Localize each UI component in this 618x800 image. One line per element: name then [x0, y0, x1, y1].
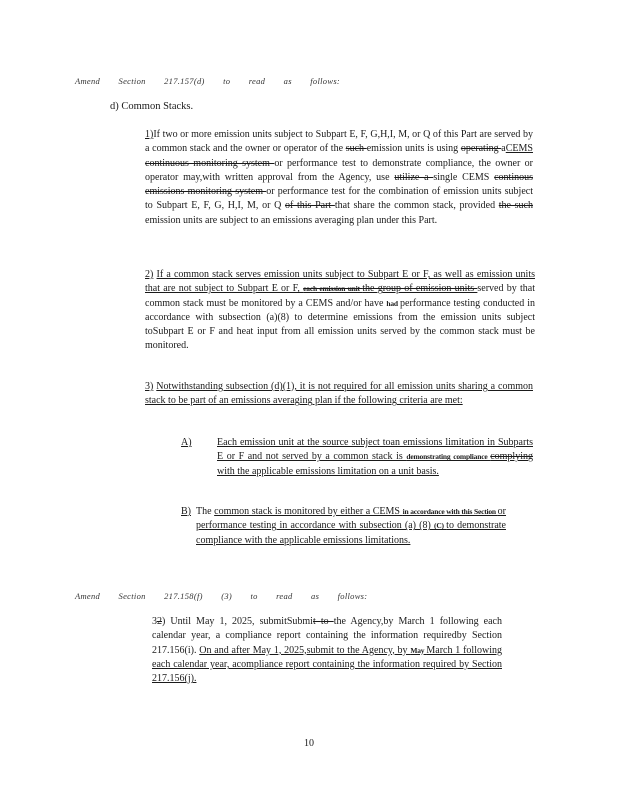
text-segment: emission units are subject to an emissions averaging plan under this Part. — [145, 214, 438, 226]
paragraph-4 — [152, 615, 502, 686]
to-word: to — [250, 591, 258, 601]
text-segment: On and after May 1, 2025,submit to the Agency, by — [199, 644, 411, 656]
text-segment: continous emissions monitoring system — [145, 171, 533, 198]
text-segment: continuous monitoring system — [145, 157, 275, 169]
text-segment: the Agency,by March 1 following each calendar year, a compliance report containing the information requiredby Section 217.156(i). — [152, 616, 502, 656]
paragraph-3 — [145, 380, 533, 409]
text-segment: to demonstrate compliance with the applicable emissions limitations. — [196, 520, 506, 546]
sub-b-segments — [196, 506, 506, 546]
text-segment: t — [312, 616, 321, 627]
read-word: read — [248, 76, 266, 86]
paragraph-1 — [145, 128, 533, 228]
text-segment: Until May 1, 2025, submit — [170, 616, 287, 627]
paragraph-2 — [145, 268, 535, 354]
follows-word: follows: — [337, 591, 368, 601]
item-number-old: 2 — [157, 616, 162, 627]
text-segment: The — [196, 506, 215, 517]
as-word: as — [283, 76, 292, 86]
subparagraph-b-text — [196, 505, 506, 548]
to-word: to — [223, 76, 231, 86]
text-segment: a — [501, 143, 506, 155]
item-number-new: 3 — [152, 616, 157, 627]
text-segment: emission units is using — [366, 143, 461, 155]
text-segment: March 1 following each calendar year, acompliance report containing the information required by Section 217.156(j). — [152, 644, 502, 685]
amend-word: Amend — [75, 76, 101, 86]
page-number: 10 — [304, 738, 314, 749]
text-segment: utilize a — [394, 171, 434, 183]
text-segment: or performance testing in accordance with subsection (a) (8) — [196, 506, 507, 532]
item-number — [152, 616, 165, 627]
text-segment: of this Part — [284, 200, 335, 212]
sub-label-b: B) — [181, 506, 191, 517]
text-segment: CEMS — [505, 143, 533, 155]
text-segment: or performance test to demonstrate compliance, the owner or operator may,with written approval from the Agency, use — [145, 157, 534, 183]
text-segment: each emission unit — [303, 284, 363, 294]
text-segment: the such — [498, 200, 533, 212]
follows-word: follows: — [310, 76, 341, 86]
text-segment: May — [410, 645, 427, 655]
text-segment: had — [386, 298, 400, 308]
section-word: Section — [118, 591, 146, 601]
text-segment: to — [320, 616, 334, 627]
read-word: read — [276, 591, 293, 601]
text-segment: in accordance with this Section — [402, 507, 498, 516]
amend-word: Amend — [75, 591, 101, 601]
item-number-paren: ) — [162, 616, 166, 627]
subparagraph-a-text — [217, 436, 533, 479]
sub-label-a: A) — [181, 437, 192, 448]
paragraph-1-text — [145, 129, 533, 226]
as-word: as — [311, 591, 320, 601]
amend-instruction-1 — [75, 76, 356, 86]
item-number: 3) — [145, 381, 154, 392]
text-segment: Submi — [286, 616, 313, 627]
text-segment: If a common stack serves emission units subject to Subpart E or F, as well as emission units that are not subject to Subpart E or F, — [145, 269, 535, 295]
sub-a-segments — [217, 437, 533, 477]
amend-instruction-2 — [75, 591, 383, 601]
text-segment: complying — [490, 451, 533, 463]
text-segment: that share the common stack, provided — [334, 200, 499, 212]
text-segment: If two or more emission units subject to Subpart E, F, G,H,I, M, or Q of this Part are served by a common stack and the owner or operator of the — [145, 129, 533, 155]
text-segment: common stack is monitored by either a CEMS — [214, 506, 403, 517]
section-heading: d) Common Stacks. — [110, 101, 194, 112]
text-segment: such — [345, 143, 367, 155]
paragraph-3-text: Notwithstanding subsection (d)(1), it is not required for all emission units sharing a common stack to be part of an emissions averaging plan if the following criteria are met: — [145, 381, 533, 407]
text-segment: single CEMS — [433, 171, 495, 183]
item-number: 2) — [145, 269, 154, 280]
section-word: Section — [118, 76, 146, 86]
text-segment: performance testing conducted in accordance with subsection (a)(8) to determine emissions from the emission units subject toSubpart E or F and heat input from all emission units served by the common stack must be monitored. — [145, 297, 535, 352]
paragraph-2-text — [145, 269, 535, 351]
section-number: 217.157(d) — [164, 76, 205, 86]
subsection-number: (3) — [221, 591, 233, 601]
text-segment: demonstrating compliance — [406, 452, 491, 462]
text-segment: served by that common stack must be monitored by a CEMS and/or have — [145, 283, 535, 309]
section-number: 217.158(f) — [164, 591, 203, 601]
text-segment: operating — [460, 143, 502, 155]
paragraph-4-text — [152, 616, 502, 684]
text-segment: the group of emission units — [362, 283, 478, 295]
item-number: 1) — [145, 129, 154, 140]
text-segment: Each emission unit at the source subject toan emissions limitation in Subparts E or F and not served by a common stack is — [217, 437, 533, 463]
text-segment: with the applicable emissions limitation on a unit basis. — [217, 465, 439, 477]
text-segment: (C) — [434, 521, 447, 531]
text-segment: or performance test for the combination of emission units subject to Subpart E, F, G, H,I, M, or Q — [145, 186, 533, 212]
